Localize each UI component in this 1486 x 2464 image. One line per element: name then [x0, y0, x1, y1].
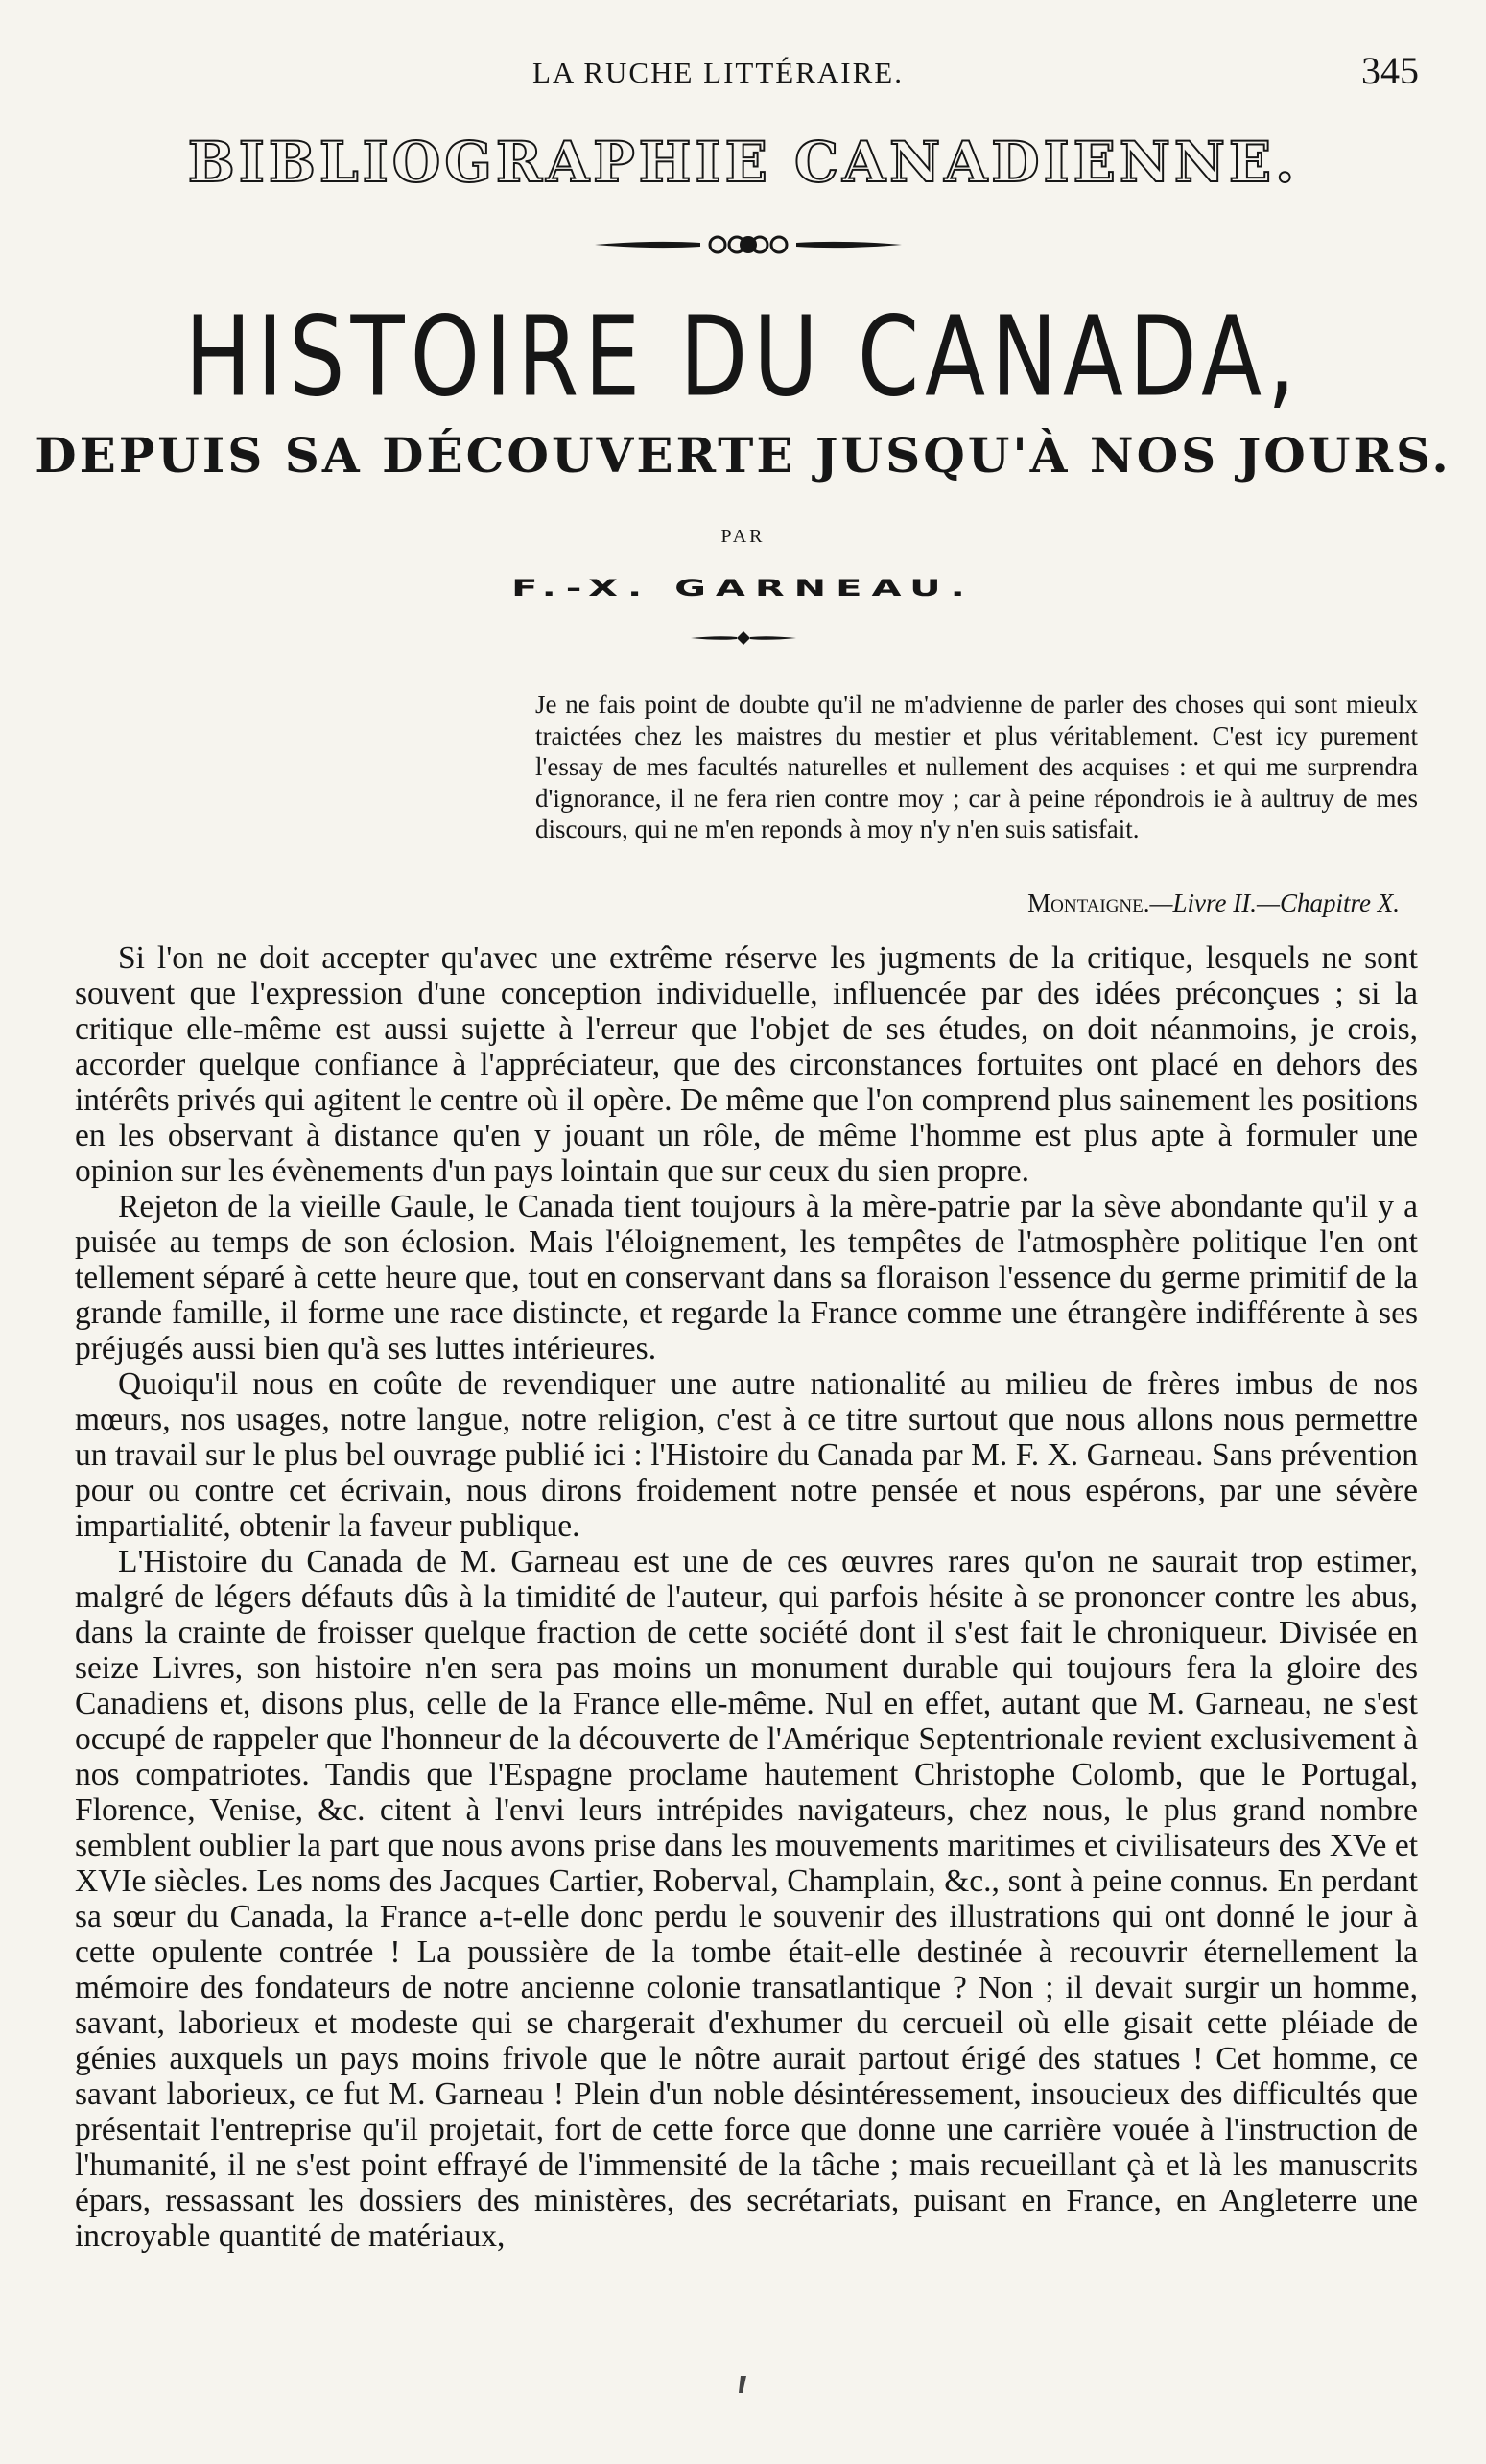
- paragraph: Si l'on ne doit accepter qu'avec une extrême réserve les jugments de la critique, lesquels ne sont souvent que l'expression d'une conception individuelle, influencée par des idées préconçues ; si la critique elle-même est aussi sujette à l'erreur que l'objet de ses études, on doit néanmoins, je crois, accorder quelque confiance à l'appréciateur, que des circonstances fortuites ont placé en dehors des intérêts privés qui agitent le centre où il opère. De même que l'on comprend plus sainement les positions en les observant à distance qu'en y jouant un rôle, de même l'homme est plus apte à formuler une opinion sur les évènements d'un pays lointain que sur ceux du sien propre.: [75, 940, 1418, 1189]
- by-label: PAR: [720, 526, 766, 547]
- page-number: 345: [1361, 49, 1419, 92]
- paragraph: Rejeton de la vieille Gaule, le Canada tient toujours à la mère-patrie par la sève abondante qu'il y a puisée au temps de son éclosion. Mais l'éloignement, les tempêtes de l'atmosphère politique l'en ont tellement séparé à cette heure que, tout en conservant dans sa floraison l'essence du germe primitif de la grande famille, il forme une race distincte, et regarde la France comme une étrangère indifférente à ses préjugés aussi bien qu'à ses luttes intérieures.: [75, 1189, 1418, 1366]
- epigraph: [535, 689, 1418, 845]
- ornament-rule-icon: [691, 628, 796, 648]
- epigraph-text: Je ne fais point de doubte qu'il ne m'advienne de parler des choses qui sont mieulx traictées chez les maistres du mestier et plus véritablement. C'est icy purement l'essay de mes facultés naturelles et nullement des acquises : et qui me surprendra d'ignorance, il ne fera rien contre moy ; car à peine répondrois ie à aultruy de mes discours, qui ne m'en reponds à moy n'y n'en suis satisfait.: [535, 690, 1418, 843]
- running-head: [0, 48, 1486, 106]
- author-name: F.-X. GARNEAU.: [511, 575, 975, 602]
- epigraph-reference: —Livre II.—Chapitre X.: [1149, 888, 1400, 917]
- document-title: HISTOIRE DU CANADA,: [184, 293, 1302, 421]
- document-subtitle: DEPUIS SA DÉCOUVERTE JUSQU'À NOS JOURS.: [35, 427, 1451, 484]
- print-mark-icon: [729, 2370, 758, 2399]
- article-body: [75, 940, 1418, 2254]
- epigraph-author: Montaigne.: [1027, 888, 1150, 917]
- paragraph: L'Histoire du Canada de M. Garneau est une de ces œuvres rares qu'on ne saurait trop estimer, malgré de légers défauts dûs à la timidité de l'auteur, qui parfois hésite à se prononcer contre les abus, dans la crainte de froisser quelque fraction de cette société dont il s'est fait le chroniqueur. Divisée en seize Livres, son histoire n'en sera pas moins un monument durable qui toujours fera la gloire des Canadiens et, disons plus, celle de la France elle-même. Nul en effet, autant que M. Garneau, ne s'est occupé de rappeler que l'honneur de la découverte de l'Amérique Septentrionale revient exclusivement à nos compatriotes. Tandis que l'Espagne proclame hautement Christophe Colomb, que le Portugal, Florence, Venise, &c. citent à l'envi leurs intrépides navigateurs, chez nous, le plus grand nombre semblent oublier la part que nous avons prise dans les mouvements maritimes et civilisateurs des XVe et XVIe siècles. Les noms des Jacques Cartier, Roberval, Champlain, &c., sont à peine connus. En perdant sa sœur du Canada, la France a-t-elle donc perdu le souvenir des illustrations qui ont donné le jour à cette opulente contrée ! La poussière de la tombe était-elle destinée à recouvrir éternellement la mémoire des fondateurs de notre ancienne colonie transatlantique ? Non ; il devait surgir un homme, savant, laborieux et modeste qui se chargerait d'exhumer du cercueil où elle gisait cette pléiade de génies auxquels un pays moins frivole que le nôtre aurait partout érigé des statues ! Cet homme, ce savant laborieux, ce fut M. Garneau ! Plein d'un noble désintéressement, insoucieux des difficultés que présentait l'entreprise qu'il projetait, fort de cette force que donne une carrière vouée à l'instruction de l'humanité, il ne s'est point effrayé de l'immensité de la tâche ; mais recueillant çà et là les manuscrits épars, ressassant les dossiers des ministères, des secrétariats, puisant en France, en Angleterre une incroyable quantité de matériaux,: [75, 1544, 1418, 2254]
- ornament-divider-icon: [595, 230, 902, 259]
- paragraph: Quoiqu'il nous en coûte de revendiquer une autre nationalité au milieu de frères imbus de nos mœurs, nos usages, notre langue, notre religion, c'est à ce titre surtout que nous allons nous permettre un travail sur le plus bel ouvrage publié ici : l'Histoire du Canada par M. F. X. Garneau. Sans prévention pour ou contre cet écrivain, nous dirons froidement notre pensée et nous espérons, par une sévère impartialité, obtenir la faveur publique.: [75, 1366, 1418, 1544]
- section-heading: BIBLIOGRAPHIE CANADIENNE.: [187, 130, 1299, 195]
- epigraph-source: [1027, 888, 1400, 918]
- running-title: LA RUCHE LITTÉRAIRE.: [532, 56, 904, 89]
